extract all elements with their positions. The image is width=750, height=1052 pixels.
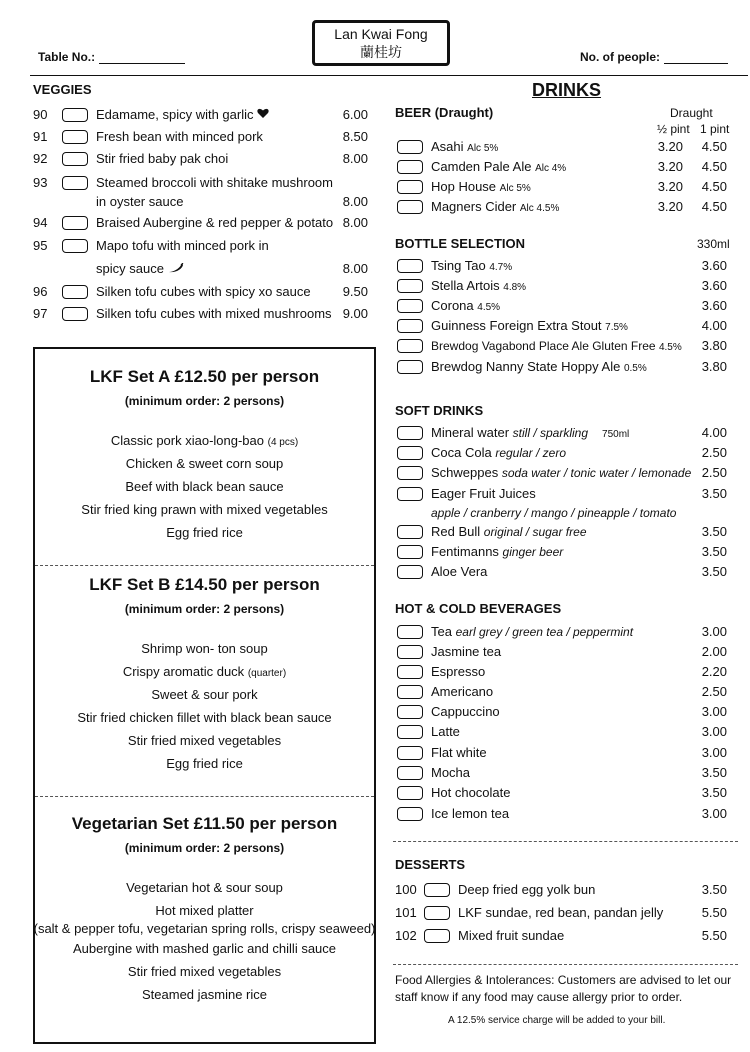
item-name: Steamed broccoli with shitake mushroom (96, 175, 333, 190)
set-item: Crispy aromatic duck (quarter) (122, 664, 287, 679)
order-checkbox[interactable] (397, 279, 423, 293)
beverage-row (397, 784, 727, 802)
set-a-minimum: (minimum order: 2 persons) (124, 394, 285, 408)
order-checkbox[interactable] (397, 665, 423, 679)
drink-name: Brewdog Vagabond Place Ale Gluten Free (431, 339, 656, 353)
set-item: Vegetarian hot & sour soup (126, 880, 283, 895)
drink-price: 2.50 (701, 445, 727, 460)
drink-name: Corona (431, 298, 474, 313)
drink-options: earl grey / green tea / peppermint (455, 625, 634, 639)
desserts-title: DESSERTS (395, 857, 466, 872)
bottle-row (397, 317, 727, 335)
menu-item (33, 174, 368, 212)
drink-price: 4.00 (701, 318, 727, 333)
drink-price: 3.00 (701, 624, 727, 639)
drink-name: Americano (431, 684, 494, 699)
pint-price: 4.50 (701, 199, 727, 214)
dessert-row (395, 927, 727, 945)
order-checkbox[interactable] (397, 200, 423, 214)
set-divider (35, 565, 374, 566)
people-count-label: No. of people: (580, 50, 660, 64)
drink-price: 2.50 (701, 684, 727, 699)
soft-drink-row (397, 523, 727, 541)
item-name-line2: in oyster sauce (96, 194, 184, 209)
beverage-row (397, 683, 727, 701)
beer-row (397, 198, 727, 216)
order-checkbox[interactable] (424, 883, 450, 897)
set-b-minimum: (minimum order: 2 persons) (124, 602, 285, 616)
item-name: LKF sundae, red bean, pandan jelly (458, 905, 664, 920)
drink-name: Espresso (431, 664, 486, 679)
set-item: Chicken & sweet corn soup (125, 456, 284, 471)
allergy-notice-line2: staff know if any food may cause allergy prior to order. (395, 990, 683, 1004)
beer-row (397, 138, 727, 156)
dessert-row (395, 904, 727, 922)
pint-header: 1 pint (700, 122, 730, 136)
item-price: 8.00 (342, 215, 368, 230)
half-pint-price: 3.20 (657, 159, 683, 174)
pint-price: 4.50 (701, 179, 727, 194)
drink-price: 3.60 (701, 258, 727, 273)
beverage-row (397, 805, 727, 823)
order-checkbox[interactable] (62, 216, 88, 230)
item-number: 95 (33, 238, 48, 253)
soft-drink-row (397, 485, 727, 523)
item-price: 5.50 (701, 928, 727, 943)
drink-abv: 4.7% (489, 262, 513, 273)
drink-name: Brewdog Nanny State Hoppy Ale (431, 359, 621, 374)
service-charge-notice: A 12.5% service charge will be added to your bill. (448, 1015, 666, 1026)
menu-item (33, 150, 368, 168)
drink-name: Flat white (431, 745, 487, 760)
drink-name: Schweppes (431, 465, 499, 480)
item-name-line2: spicy sauce (96, 261, 164, 276)
beer-row (397, 178, 727, 196)
set-item: Egg fried rice (166, 525, 243, 540)
vegetarian-set-minimum: (minimum order: 2 persons) (124, 841, 285, 855)
bottle-title: BOTTLE SELECTION (395, 236, 525, 251)
item-price: 8.00 (342, 151, 368, 166)
drink-price: 3.00 (701, 704, 727, 719)
drink-price: 3.80 (701, 338, 727, 353)
beverage-row (397, 623, 727, 641)
item-number: 100 (395, 882, 417, 897)
people-count-line[interactable] (664, 51, 728, 64)
drink-name: Hot chocolate (431, 785, 511, 800)
drink-price: 2.50 (701, 465, 727, 480)
set-item: Stir fried chicken fillet with black bean sauce (77, 710, 332, 725)
beverage-row (397, 744, 727, 762)
order-checkbox[interactable] (397, 446, 423, 460)
drink-price: 3.00 (701, 806, 727, 821)
drink-abv: 7.5% (605, 322, 628, 333)
draught-header: Draught (670, 106, 713, 120)
veggies-title: VEGGIES (33, 82, 92, 97)
item-number: 90 (33, 107, 48, 122)
bottle-row (397, 337, 727, 355)
menu-item (33, 305, 368, 323)
drink-name: Stella Artois (431, 278, 500, 293)
item-number: 97 (33, 306, 48, 321)
order-checkbox[interactable] (62, 108, 88, 122)
drink-name: Cappuccino (431, 704, 500, 719)
drink-price: 3.50 (701, 486, 727, 501)
set-item: Stir fried mixed vegetables (127, 733, 282, 748)
beer-row (397, 158, 727, 176)
item-name: Edamame, spicy with garlic (96, 107, 254, 122)
drink-name: Guinness Foreign Extra Stout (431, 318, 602, 333)
drink-price: 3.50 (701, 765, 727, 780)
drink-abv: 4.5% (477, 302, 501, 313)
hot-cold-title: HOT & COLD BEVERAGES (395, 601, 562, 616)
drink-price: 3.80 (701, 359, 727, 374)
item-name: Deep fried egg yolk bun (458, 882, 596, 897)
order-checkbox[interactable] (62, 307, 88, 321)
set-divider (35, 796, 374, 797)
drink-name: Tea (431, 624, 452, 639)
drink-price: 3.50 (701, 785, 727, 800)
item-price: 8.00 (342, 194, 368, 209)
item-number: 91 (33, 129, 48, 144)
drink-abv: 0.5% (623, 363, 647, 374)
half-pint-price: 3.20 (657, 199, 683, 214)
bottle-size: 330ml (697, 237, 730, 251)
bottle-row (397, 358, 727, 376)
dessert-row (395, 881, 727, 899)
order-checkbox[interactable] (397, 746, 423, 760)
item-price: 5.50 (701, 905, 727, 920)
menu-item (33, 128, 368, 146)
allergy-notice-line1: Food Allergies & Intolerances: Customers are advised to let our (395, 973, 732, 987)
order-checkbox[interactable] (397, 466, 423, 480)
half-pint-price: 3.20 (657, 139, 683, 154)
order-checkbox[interactable] (62, 176, 88, 190)
drink-options: original / sugar free (483, 525, 587, 539)
soft-drink-row (397, 543, 727, 561)
set-b-title: LKF Set B £14.50 per person (89, 575, 320, 594)
drink-price: 3.00 (701, 745, 727, 760)
drink-name: Eager Fruit Juices (431, 486, 536, 501)
beer-title: BEER (Draught) (395, 105, 494, 120)
order-checkbox[interactable] (397, 140, 423, 154)
order-checkbox[interactable] (62, 239, 88, 253)
drink-name: Ice lemon tea (431, 806, 510, 821)
drink-name: Mineral water (431, 425, 510, 440)
table-number-field[interactable] (38, 50, 185, 64)
half-pint-price: 3.20 (657, 179, 683, 194)
set-item: Hot mixed platter (155, 903, 254, 918)
item-name: Fresh bean with minced pork (96, 129, 263, 144)
beverage-row (397, 723, 727, 741)
order-checkbox[interactable] (397, 160, 423, 174)
set-item: Sweet & sour pork (151, 687, 258, 702)
set-item: Stir fried king prawn with mixed vegetables (81, 502, 328, 517)
set-item: Steamed jasmine rice (142, 987, 267, 1002)
drink-name: Hop House (431, 179, 497, 194)
order-checkbox[interactable] (397, 565, 423, 579)
set-item: Egg fried rice (166, 756, 243, 771)
drink-price: 3.60 (701, 278, 727, 293)
order-checkbox[interactable] (397, 299, 423, 313)
beverage-row (397, 663, 727, 681)
logo-chinese: 蘭桂坊 (360, 44, 402, 60)
order-checkbox[interactable] (62, 285, 88, 299)
menu-item (33, 283, 368, 301)
drinks-title: DRINKS (532, 80, 602, 100)
order-checkbox[interactable] (397, 426, 423, 440)
table-number-line[interactable] (99, 51, 185, 64)
section-divider (393, 964, 738, 965)
item-number: 93 (33, 175, 48, 190)
order-checkbox[interactable] (424, 929, 450, 943)
order-checkbox[interactable] (397, 685, 423, 699)
order-checkbox[interactable] (397, 339, 423, 353)
order-checkbox[interactable] (397, 645, 423, 659)
item-number: 102 (395, 928, 417, 943)
drink-options: soda water / tonic water / lemonade (501, 466, 692, 480)
soft-drink-row (397, 563, 727, 581)
drink-abv: 4.8% (503, 282, 527, 293)
menu-item (33, 237, 368, 279)
bottle-row (397, 297, 727, 315)
drink-size: 750ml (602, 429, 630, 440)
order-checkbox[interactable] (397, 545, 423, 559)
set-item: Classic pork xiao-long-bao (4 pcs) (110, 433, 299, 448)
table-number-label: Table No.: (38, 50, 96, 64)
order-checkbox[interactable] (397, 766, 423, 780)
drink-price: 4.00 (701, 425, 727, 440)
item-name: Mixed fruit sundae (458, 928, 565, 943)
order-checkbox[interactable] (62, 130, 88, 144)
drink-price: 3.50 (701, 524, 727, 539)
soft-drink-row (397, 444, 727, 462)
order-checkbox[interactable] (397, 807, 423, 821)
drink-price: 2.20 (701, 664, 727, 679)
item-price: 6.00 (342, 107, 368, 122)
order-checkbox[interactable] (397, 705, 423, 719)
order-checkbox[interactable] (397, 259, 423, 273)
order-checkbox[interactable] (397, 487, 423, 501)
drink-name: Magners Cider (431, 199, 517, 214)
item-name: Stir fried baby pak choi (96, 151, 229, 166)
soft-drink-row (397, 424, 727, 442)
drink-options: regular / zero (495, 446, 567, 460)
beverage-row (397, 764, 727, 782)
drink-abv: Alc 4.5% (519, 203, 560, 214)
drink-name: Aloe Vera (431, 564, 488, 579)
vegetarian-set-title: Vegetarian Set £11.50 per person (71, 814, 338, 833)
drink-name: Fentimanns (431, 544, 499, 559)
item-number: 96 (33, 284, 48, 299)
section-divider (393, 841, 738, 842)
drink-name: Red Bull (431, 524, 481, 539)
order-checkbox[interactable] (397, 525, 423, 539)
order-checkbox[interactable] (397, 725, 423, 739)
pint-price: 4.50 (701, 159, 727, 174)
order-checkbox[interactable] (397, 319, 423, 333)
logo (312, 20, 450, 66)
order-checkbox[interactable] (397, 625, 423, 639)
menu-item (33, 214, 368, 232)
item-name: Mapo tofu with minced pork in (96, 238, 269, 253)
drink-price: 3.50 (701, 544, 727, 559)
drink-name: Tsing Tao (431, 258, 486, 273)
heart-icon (257, 108, 269, 119)
set-item: Aubergine with mashed garlic and chilli sauce (72, 941, 337, 956)
order-checkbox[interactable] (62, 152, 88, 166)
drink-name: Mocha (431, 765, 471, 780)
set-item: Stir fried mixed vegetables (127, 964, 282, 979)
bottle-row (397, 257, 727, 275)
drink-name: Coca Cola (431, 445, 492, 460)
half-pint-header: ½ pint (657, 122, 690, 136)
drink-name: Asahi (431, 139, 464, 154)
item-number: 92 (33, 151, 48, 166)
item-name: Silken tofu cubes with mixed mushrooms (96, 306, 332, 321)
people-count-field[interactable] (580, 50, 728, 64)
order-checkbox[interactable] (424, 906, 450, 920)
drink-price: 3.00 (701, 724, 727, 739)
chilli-icon (168, 263, 184, 273)
item-number: 94 (33, 215, 48, 230)
beverage-row (397, 703, 727, 721)
item-price: 8.00 (342, 261, 368, 276)
item-name: Braised Aubergine & red pepper & potato (96, 215, 334, 230)
drink-abv: 4.5% (658, 342, 682, 353)
menu-item (33, 106, 368, 124)
set-a-title: LKF Set A £12.50 per person (89, 367, 320, 386)
set-item-note: (salt & pepper tofu, vegetarian spring rolls, crispy seaweed) (33, 921, 376, 936)
set-item: Beef with black bean sauce (125, 479, 284, 494)
item-price: 9.50 (342, 284, 368, 299)
item-price: 9.00 (342, 306, 368, 321)
order-checkbox[interactable] (397, 180, 423, 194)
logo-english: Lan Kwai Fong (334, 26, 428, 42)
drink-abv: Alc 4% (535, 163, 567, 174)
drink-price: 2.00 (701, 644, 727, 659)
soft-drink-row (397, 464, 727, 482)
bottle-row (397, 277, 727, 295)
item-price: 8.50 (342, 129, 368, 144)
order-checkbox[interactable] (397, 360, 423, 374)
drink-options: ginger beer (502, 545, 564, 559)
drink-abv: Alc 5% (499, 183, 531, 194)
drink-options: apple / cranberry / mango / pineapple / tomato (431, 506, 677, 520)
drink-price: 3.60 (701, 298, 727, 313)
drink-options: still / sparkling (512, 426, 589, 440)
drink-name: Jasmine tea (431, 644, 502, 659)
order-checkbox[interactable] (397, 786, 423, 800)
beverage-row (397, 643, 727, 661)
soft-drinks-title: SOFT DRINKS (395, 403, 484, 418)
header-divider (30, 75, 748, 76)
set-item: Shrimp won- ton soup (141, 641, 268, 656)
pint-price: 4.50 (701, 139, 727, 154)
drink-name: Latte (431, 724, 460, 739)
item-name: Silken tofu cubes with spicy xo sauce (96, 284, 311, 299)
item-price: 3.50 (701, 882, 727, 897)
drink-name: Camden Pale Ale (431, 159, 532, 174)
drink-abv: Alc 5% (467, 143, 499, 154)
item-number: 101 (395, 905, 417, 920)
drink-price: 3.50 (701, 564, 727, 579)
